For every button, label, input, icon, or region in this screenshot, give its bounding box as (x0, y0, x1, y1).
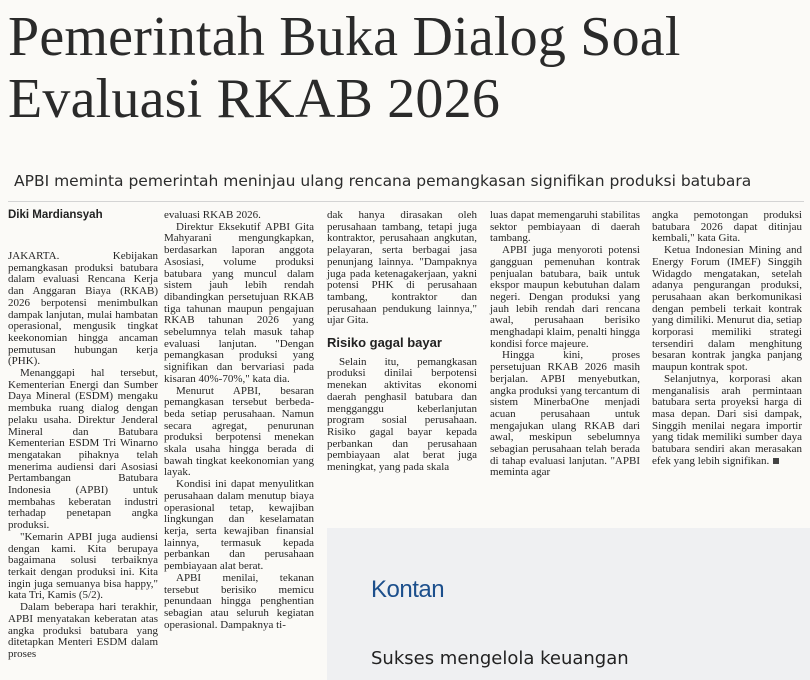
paragraph: Kondisi ini dapat menyulitkan perusahaan dalam menutup biaya operasional tetap, kewajiban lingkungan dan keselamatan kerja, serta kewajiban finansial lainnya, termasuk kepada perbankan dan perusahaan pembiayaan alat berat. (164, 478, 314, 573)
end-mark-icon (773, 458, 779, 464)
paragraph: dak hanya dirasakan oleh perusahaan tambang, tetapi juga kontraktor, perusahaan angkutan, pelayaran, serta berbagai jasa penunjang lainnya. "Dampaknya juga pada ketenagakerjaan, yakni potensi PHK di perusahaan tambang, kontraktor dan perusahaan pendukung lainnya," ujar Gita. (327, 209, 477, 327)
paragraph: Menurut APBI, besaran pemangkasan tersebut berbeda-beda setiap perusahaan. Namun secara agregat, penurunan produksi berpotensi menekan skala usaha hingga berada di bawah tingkat keekonomian yang layak. (164, 384, 314, 479)
paragraph: angka pemotongan produksi batubara 2026 dapat ditinjau kembali," kata Gita. (652, 209, 802, 245)
paragraph: APBI menilai, tekanan tersebut berisiko memicu penundaan hingga penghentian sebagian atau seluruh kegiatan operasional. Dampaknya ti- (164, 571, 314, 631)
kontan-logo: Kontan (371, 576, 445, 603)
paragraph: "Kemarin APBI juga audiensi dengan kami. Kita berupaya bagaimana solusi terbaiknya terkait dengan produksi ini. Kita ingin juga semuanya bisa happy," kata Tri, Kamis (5/2). (8, 530, 158, 602)
subheadline: APBI meminta pemerintah meninjau ulang rencana pemangkasan signifikan produksi batubara (14, 172, 752, 190)
paragraph-text: Selanjutnya, korporasi akan menganalisis arah permintaan batubara serta proyeksi harga di masa depan. Dari sisi dampak, Singgih menilai negara importir yang tidak memiliki sumber daya batubara sendiri akan merasakan efek yang lebih signifikan. (652, 372, 802, 467)
paragraph: Menanggapi hal tersebut, Kementerian Energi dan Sumber Daya Mineral (ESDM) mengaku membuka ruang dialog dengan pelaku usaha. Direktur Jenderal Mineral dan Batubara Kementerian ESDM Tri Winarno mengatakan pihaknya telah menerima audiensi dari Asosiasi Pertambangan Batubara Indonesia (APBI) untuk membahas keberatan industri terhadap penetapan angka produksi. (8, 367, 158, 532)
paragraph: JAKARTA. Kebijakan pemangkasan produksi batubara dalam evaluasi Rencana Kerja dan Anggaran Biaya (RKAB) 2026 berpotensi menimbulkan dampak lanjutan, mulai hambatan operasional, mengusik tingkat keekonomian hingga ancaman pemutusan hubungan kerja (PHK). (8, 250, 158, 368)
divider-rule (8, 201, 804, 202)
advertisement-banner[interactable] (327, 528, 810, 680)
paragraph: Selain itu, pemangkasan produksi dinilai berpotensi menekan aktivitas ekonomi daerah penghasil batubara dan mengganggu keberlanjutan program sosial perusahaan. Risiko gagal bayar kepada perbankan dan perusahaan pembiayaan alat berat juga meningkat, yang pada skala (327, 355, 477, 474)
paragraph: Dalam beberapa hari terakhir, APBI menyatakan keberatan atas angka produksi batubara yang ditetapkan Menteri ESDM dalam proses (8, 601, 158, 660)
article-column-5 (652, 210, 802, 467)
headline: Pemerintah Buka Dialog Soal Evaluasi RKAB 2026 (8, 6, 681, 130)
article-column-4 (490, 210, 640, 479)
paragraph: Direktur Eksekutif APBI Gita Mahyarani mengungkapkan, berdasarkan laporan anggota Asosiasi, volume produksi batubara yang muncul dalam sistem jauh lebih rendah dibandingkan persetujuan RKAB tiga tahunan maupun pengajuan RKAB tahunan 2026 yang sebelumnya telah masuk tahap evaluasi lanjutan. "Dengan pemangkasan produksi yang signifikan dan bervariasi pada kisaran 40%-70%," kata dia. (164, 220, 314, 385)
paragraph (652, 374, 802, 468)
article-column-3 (327, 210, 477, 474)
ad-tagline: Sukses mengelola keuangan (371, 648, 629, 669)
paragraph: Hingga kini, proses persetujuan RKAB 2026 masih berjalan. APBI menyebutkan, angka produksi yang tercantum di sistem MinerbaOne menjadi acuan perusahaan untuk mengajukan ulang RKAB dari awal, meskipun sebelumnya sebagian perusahaan telah berada di tahap evaluasi lanjutan. "APBI meminta agar (490, 349, 640, 479)
paragraph: luas dapat memengaruhi stabilitas sektor pembiayaan di daerah tambang. (490, 209, 640, 245)
paragraph: evaluasi RKAB 2026. (164, 209, 261, 221)
paragraph: Ketua Indonesian Mining and Energy Forum (IMEF) Singgih Widagdo mengatakan, setelah adanya pengurangan produksi, perusahaan akan berkomunikasi dengan pembeli terkait kontrak yang dimiliki. Menurut dia, setiap korporasi memiliki strategi tersendiri dalam menghitung besaran kontrak jangka panjang maupun kontrak spot. (652, 244, 802, 374)
article-column-2 (164, 210, 314, 631)
paragraph: APBI juga menyoroti potensi gangguan pemenuhan kontrak penjualan batubara, baik untuk ekspor maupun kebutuhan dalam negeri. Dengan produksi yang jauh lebih rendah dari rencana awal, perusahaan berisiko menghadapi klaim, penalti hingga kondisi force majeure. (490, 244, 640, 350)
author-byline: Diki Mardiansyah (8, 209, 103, 221)
section-subtitle: Risiko gagal bayar (327, 335, 442, 351)
article-column-1 (8, 251, 158, 680)
